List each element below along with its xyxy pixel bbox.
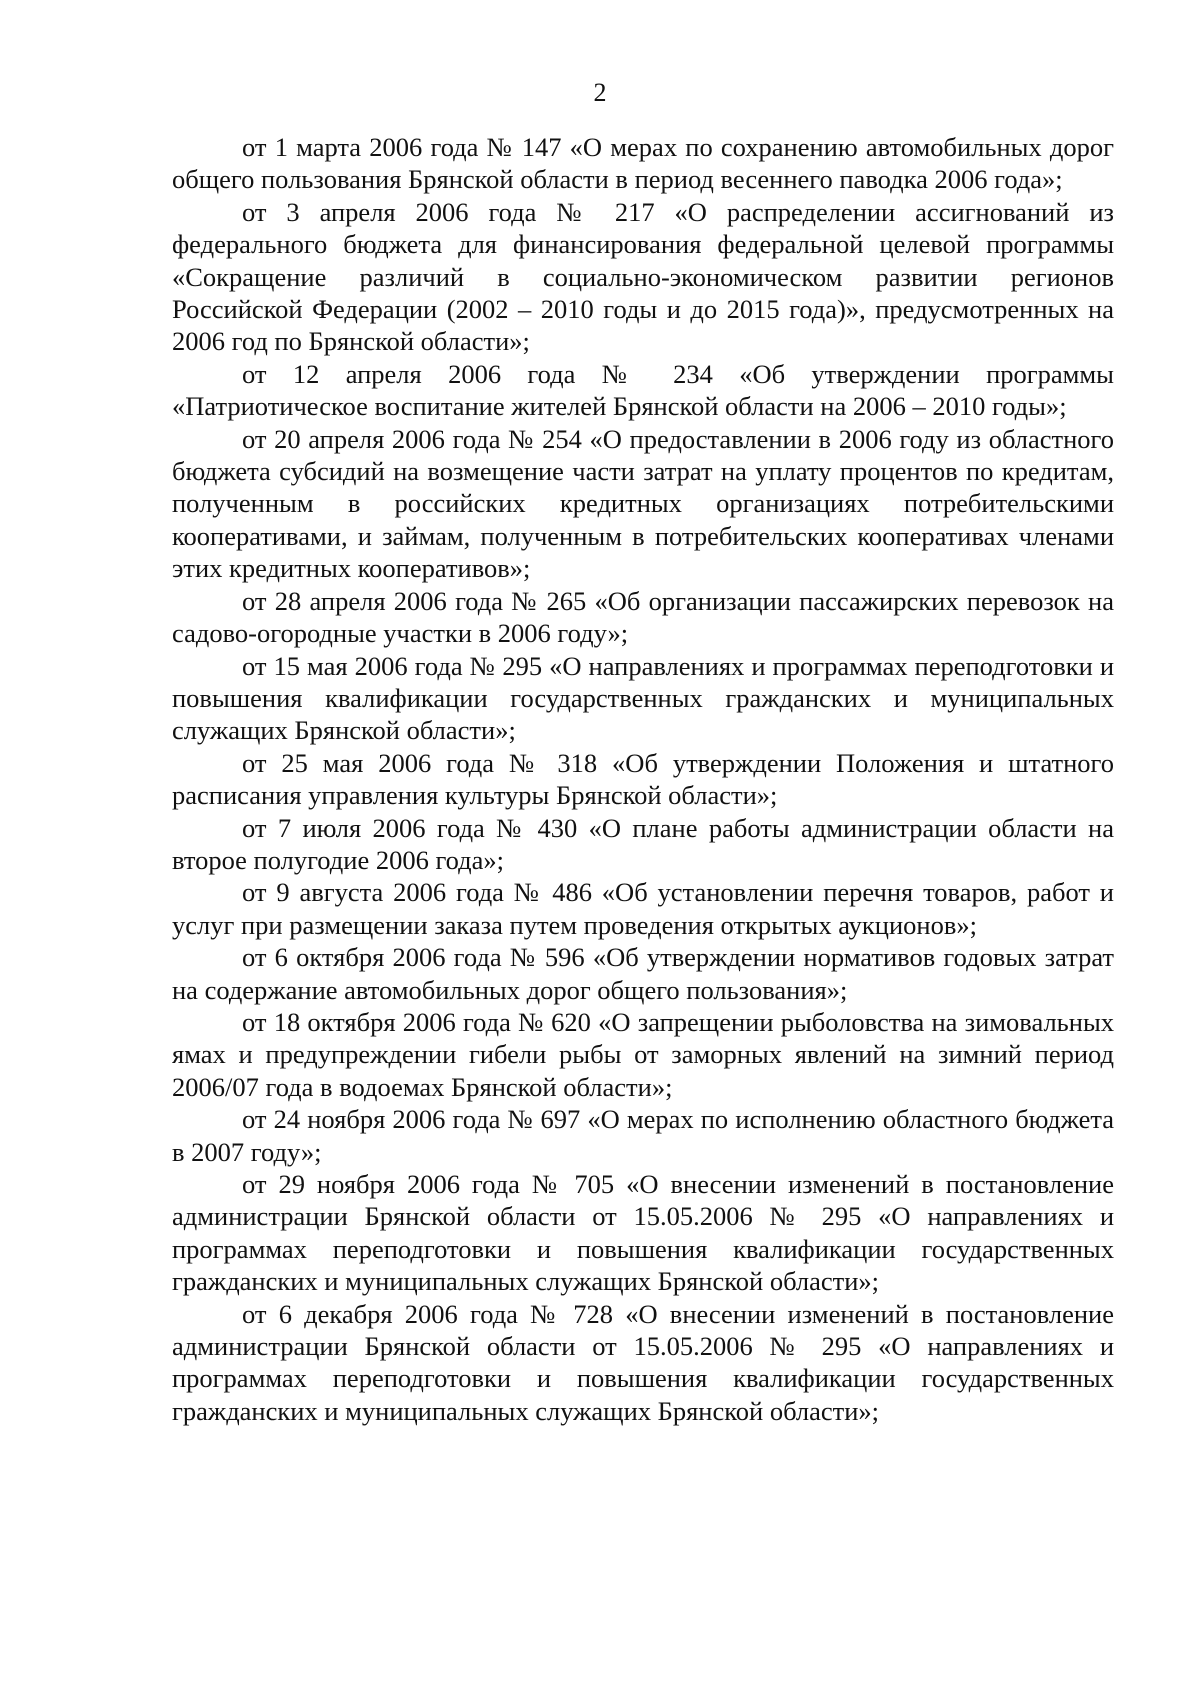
- list-item: от 6 декабря 2006 года № 728 «О внесении изменений в постановление администрации Брянской области от 15.05.2006 № 295 «О направлениях и программах переподготовки и повышения квалификации государственных гражданских и муниципальных служащих Брянской области»;: [172, 1298, 1114, 1426]
- list-item: от 12 апреля 2006 года № 234 «Об утверждении программы «Патриотическое воспитание жителей Брянской области на 2006 – 2010 годы»;: [172, 358, 1114, 422]
- list-item: от 18 октября 2006 года № 620 «О запрещении рыболовства на зимовальных ямах и предупреждении гибели рыбы от заморных явлений на зимний период 2006/07 года в водоемах Брянской области»;: [172, 1006, 1114, 1102]
- list-item: от 25 мая 2006 года № 318 «Об утверждении Положения и штатного расписания управления культуры Брянской области»;: [172, 747, 1114, 811]
- list-item: от 29 ноября 2006 года № 705 «О внесении изменений в постановление администрации Брянской области от 15.05.2006 № 295 «О направлениях и программах переподготовки и повышения квалификации государственных гражданских и муниципальных служащих Брянской области»;: [172, 1169, 1114, 1297]
- page-number: 2: [593, 78, 607, 107]
- list-item: от 28 апреля 2006 года № 265 «Об организации пассажирских перевозок на садово-огородные участки в 2006 году»;: [172, 585, 1114, 649]
- list-item: от 1 марта 2006 года № 147 «О мерах по сохранению автомобильных дорог общего пользования Брянской области в период весеннего паводка 2006 года»;: [172, 132, 1114, 195]
- list-item: от 20 апреля 2006 года № 254 «О предоставлении в 2006 году из областного бюджета субсидий на возмещение части затрат на уплату процентов по кредитам, полученным в российских кредитных организациях потребительскими кооперативами, и займам, полученным в потребительских кооперативах членами этих кредитных кооперативов»;: [172, 423, 1114, 584]
- document-body: [172, 131, 1114, 1427]
- list-item: от 6 октября 2006 года № 596 «Об утверждении нормативов годовых затрат на содержание автомобильных дорог общего пользования»;: [172, 942, 1114, 1005]
- list-item: от 9 августа 2006 года № 486 «Об установлении перечня товаров, работ и услуг при размещении заказа путем проведения открытых аукционов»;: [172, 877, 1114, 940]
- list-item: от 15 мая 2006 года № 295 «О направлениях и программах переподготовки и повышения квалификации государственных гражданских и муниципальных служащих Брянской области»;: [172, 650, 1114, 746]
- list-item: от 7 июля 2006 года № 430 «О плане работы администрации области на второе полугодие 2006 года»;: [172, 812, 1114, 875]
- list-item: от 3 апреля 2006 года № 217 «О распределении ассигнований из федерального бюджета для финансирования федеральной целевой программы «Сокращение различий в социально-экономическом развитии регионов Российской Федерации (2002 – 2010 годы и до 2015 года)», предусмотренных на 2006 год по Брянской области»;: [172, 196, 1114, 357]
- list-item: от 24 ноября 2006 года № 697 «О мерах по исполнению областного бюджета в 2007 году»;: [172, 1104, 1114, 1167]
